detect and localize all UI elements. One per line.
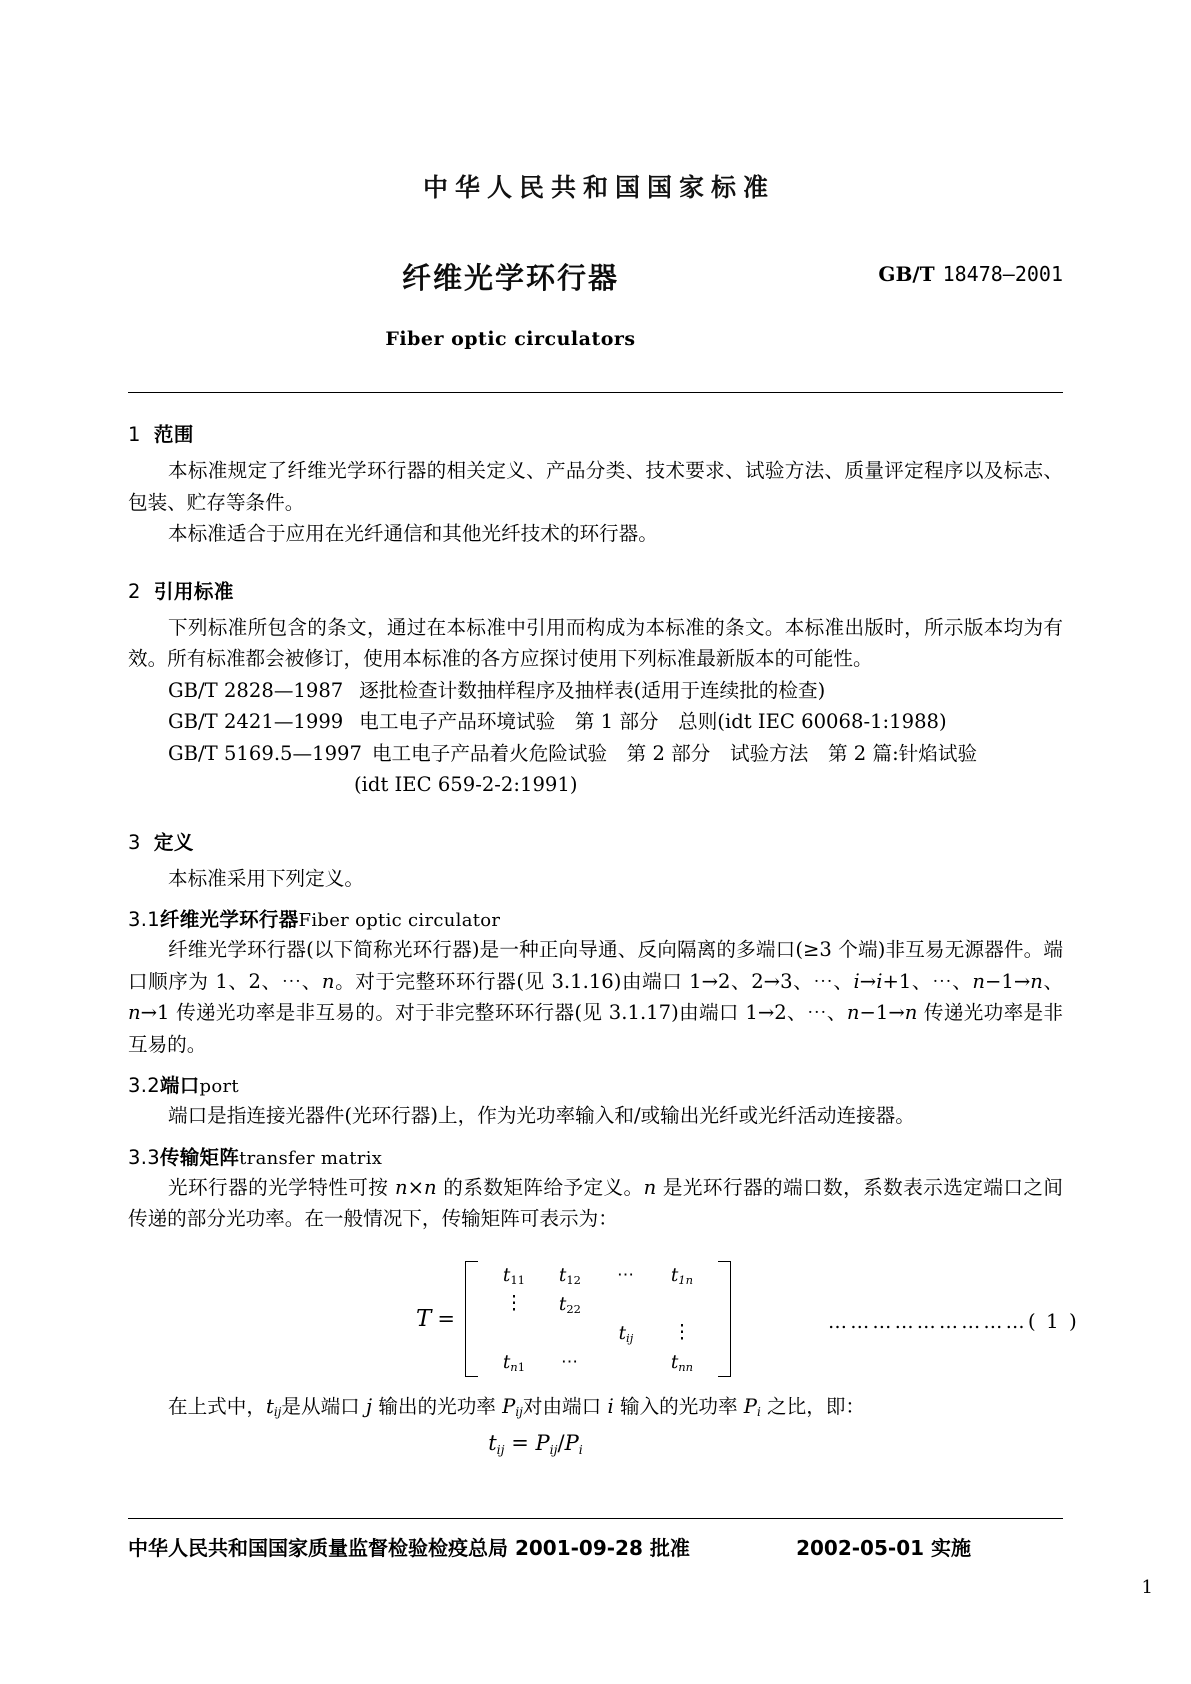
matrix-row [486,1261,710,1290]
equation-explanation: 在上式中，$t_{ij}$是从端口 j 输出的光功率 $P_{ij}$对由端口 i 输入的光功率 $P_i$ 之比，即： [168,1394,866,1419]
reference-item [128,738,1063,770]
reference-text: 逐批检查计数抽样程序及抽样表(适用于连续批的检查) [359,678,826,702]
matrix-cell [598,1348,654,1377]
definition-heading-3-3 [128,1142,1063,1170]
section-heading-2 [128,576,1063,604]
section-2-title: 引用标准 [153,579,234,603]
section-2-number: 2 [128,579,141,603]
matrix-cell: $t_{11}$ [502,1264,525,1287]
reference-text: 电工电子产品环境试验 第 1 部分 总则(idt IEC 60068-1:1988) [359,710,947,733]
section-heading-3 [128,827,1063,855]
simple-equation: $t_{ij} = P_{ij}/P_i$ [488,1431,583,1457]
reference-code: GB/T 2421—1999 [168,710,344,733]
section-1-paragraph-2: 本标准适合于应用在光纤通信和其他光纤技术的环行器。 [168,522,658,545]
national-standard-title: 中华人民共和国国家标准 [422,173,775,202]
section-1-paragraph-1: 本标准规定了纤维光学环行器的相关定义、产品分类、技术要求、试验方法、质量评定程序以及标志、包装、贮存等条件。 [128,459,1063,514]
definition-term-en: Fiber optic circulator [298,910,501,931]
matrix-cell: $t_{1n}$ [670,1264,694,1287]
matrix-cell: $t_{n1}$ [502,1351,526,1374]
matrix-cell [654,1290,710,1319]
matrix-row [486,1348,710,1377]
definition-heading-3-1 [128,904,1063,932]
section-3-number: 3 [128,830,141,854]
matrix-row [486,1319,710,1348]
definition-3-2-body: 端口是指连接光器件(光环行器)上，作为光功率输入和/或输出光纤或光纤活动连接器。 [168,1104,915,1127]
section-heading-1 [128,419,1063,447]
page-footer [128,1532,1063,1572]
matrix-cell: ⋮ [504,1292,524,1314]
matrix-cell: $t_{22}$ [558,1293,581,1316]
matrix-cell [486,1319,542,1348]
definition-term-cn: 传输矩阵 [159,1145,240,1169]
document-title-cn: 纤维光学环行器 [401,261,619,295]
matrix-row [486,1290,710,1319]
definition-term-cn: 纤维光学环行器 [159,908,299,931]
equation-lhs: T [416,1305,432,1332]
matrix-cell: ⋯ [560,1352,579,1372]
title-row [128,256,1063,300]
reference-code: GB/T 5169.5—1997 [168,741,362,765]
reference-code: GB/T 2828—1987 [168,678,344,702]
standard-prefix: GB/T [878,262,935,286]
approval-statement: 中华人民共和国国家质量监督检验检疫总局 2001-09-28 批准 [128,1536,690,1560]
section-1-title: 范围 [153,423,194,446]
section-1-number: 1 [128,423,141,446]
standard-number [878,262,1063,286]
page-content [128,0,1079,1457]
definition-term-en: port [199,1076,239,1097]
document-title-en: Fiber optic circulators [385,328,636,350]
section-3-title: 定义 [153,830,194,854]
matrix-cell: $t_{12}$ [558,1264,581,1287]
matrix-bracket-right [718,1261,731,1377]
section-2-paragraph-1: 下列标准所包含的条文，通过在本标准中引用而构成为本标准的条文。本标准出版时，所示版本均为有效。所有标准都会被修订，使用本标准的各方应探讨使用下列标准最新版本的可能性。 [128,615,1063,670]
equation-equals: = [437,1306,455,1331]
section-3-paragraph-1: 本标准采用下列定义。 [168,866,364,890]
transfer-matrix-equation [128,1261,1079,1381]
reference-item [128,675,1063,707]
matrix-bracket-left [465,1261,478,1377]
header-divider [128,392,1063,393]
matrix-grid [486,1261,710,1377]
reference-continuation: (idt IEC 659-2-2:1991) [354,773,578,796]
definition-index: 3.1 [128,908,160,931]
definition-term-cn: 端口 [159,1074,200,1097]
definition-index: 3.2 [128,1074,160,1097]
definition-index: 3.3 [128,1145,160,1169]
equation-number: ( 1 ) [1027,1308,1079,1333]
equation-number-row [828,1309,1079,1333]
footer-divider [128,1518,1063,1519]
implementation-date: 2002-05-01 实施 [796,1536,971,1560]
standard-code: 18478—2001 [942,262,1063,286]
matrix-cell [598,1290,654,1319]
matrix-cell [542,1319,598,1348]
leader-dots: ……………………… [828,1310,1028,1333]
definition-heading-3-2 [128,1070,1063,1098]
reference-item [128,706,1063,738]
matrix-cell: $t_{nn}$ [670,1351,694,1374]
reference-text: 电工电子产品着火危险试验 第 2 部分 试验方法 第 2 篇:针焰试验 [371,741,978,765]
definition-3-1-body: 纤维光学环行器(以下简称光环行器)是一种正向导通、反向隔离的多端口(≥3 个端)非互易无源器件。端口顺序为 1、2、⋯、n。对于完整环环行器(见 3.1.16)由端口 1→2、2→3、⋯、i→i+1、⋯、n−1→n、n→1 传递光功率是非互易的。对于非完整环环行器(见 3.1.17)由端口 1→2、⋯、n−1→n 传递光功率是非互易的。 [128,938,1064,1056]
page-number: 1 [1141,1577,1153,1598]
matrix-cell: ⋯ [616,1265,635,1285]
equation-inner [416,1261,731,1377]
matrix-cell: ⋮ [672,1321,692,1343]
definition-term-en: transfer matrix [239,1147,383,1169]
definition-3-3-body: 光环行器的光学特性可按 n×n 的系数矩阵给予定义。n 是光环行器的端口数，系数表示选定端口之间传递的部分光功率。在一般情况下，传输矩阵可表示为： [128,1175,1063,1230]
matrix-cell: $t_{ij}$ [618,1322,634,1345]
